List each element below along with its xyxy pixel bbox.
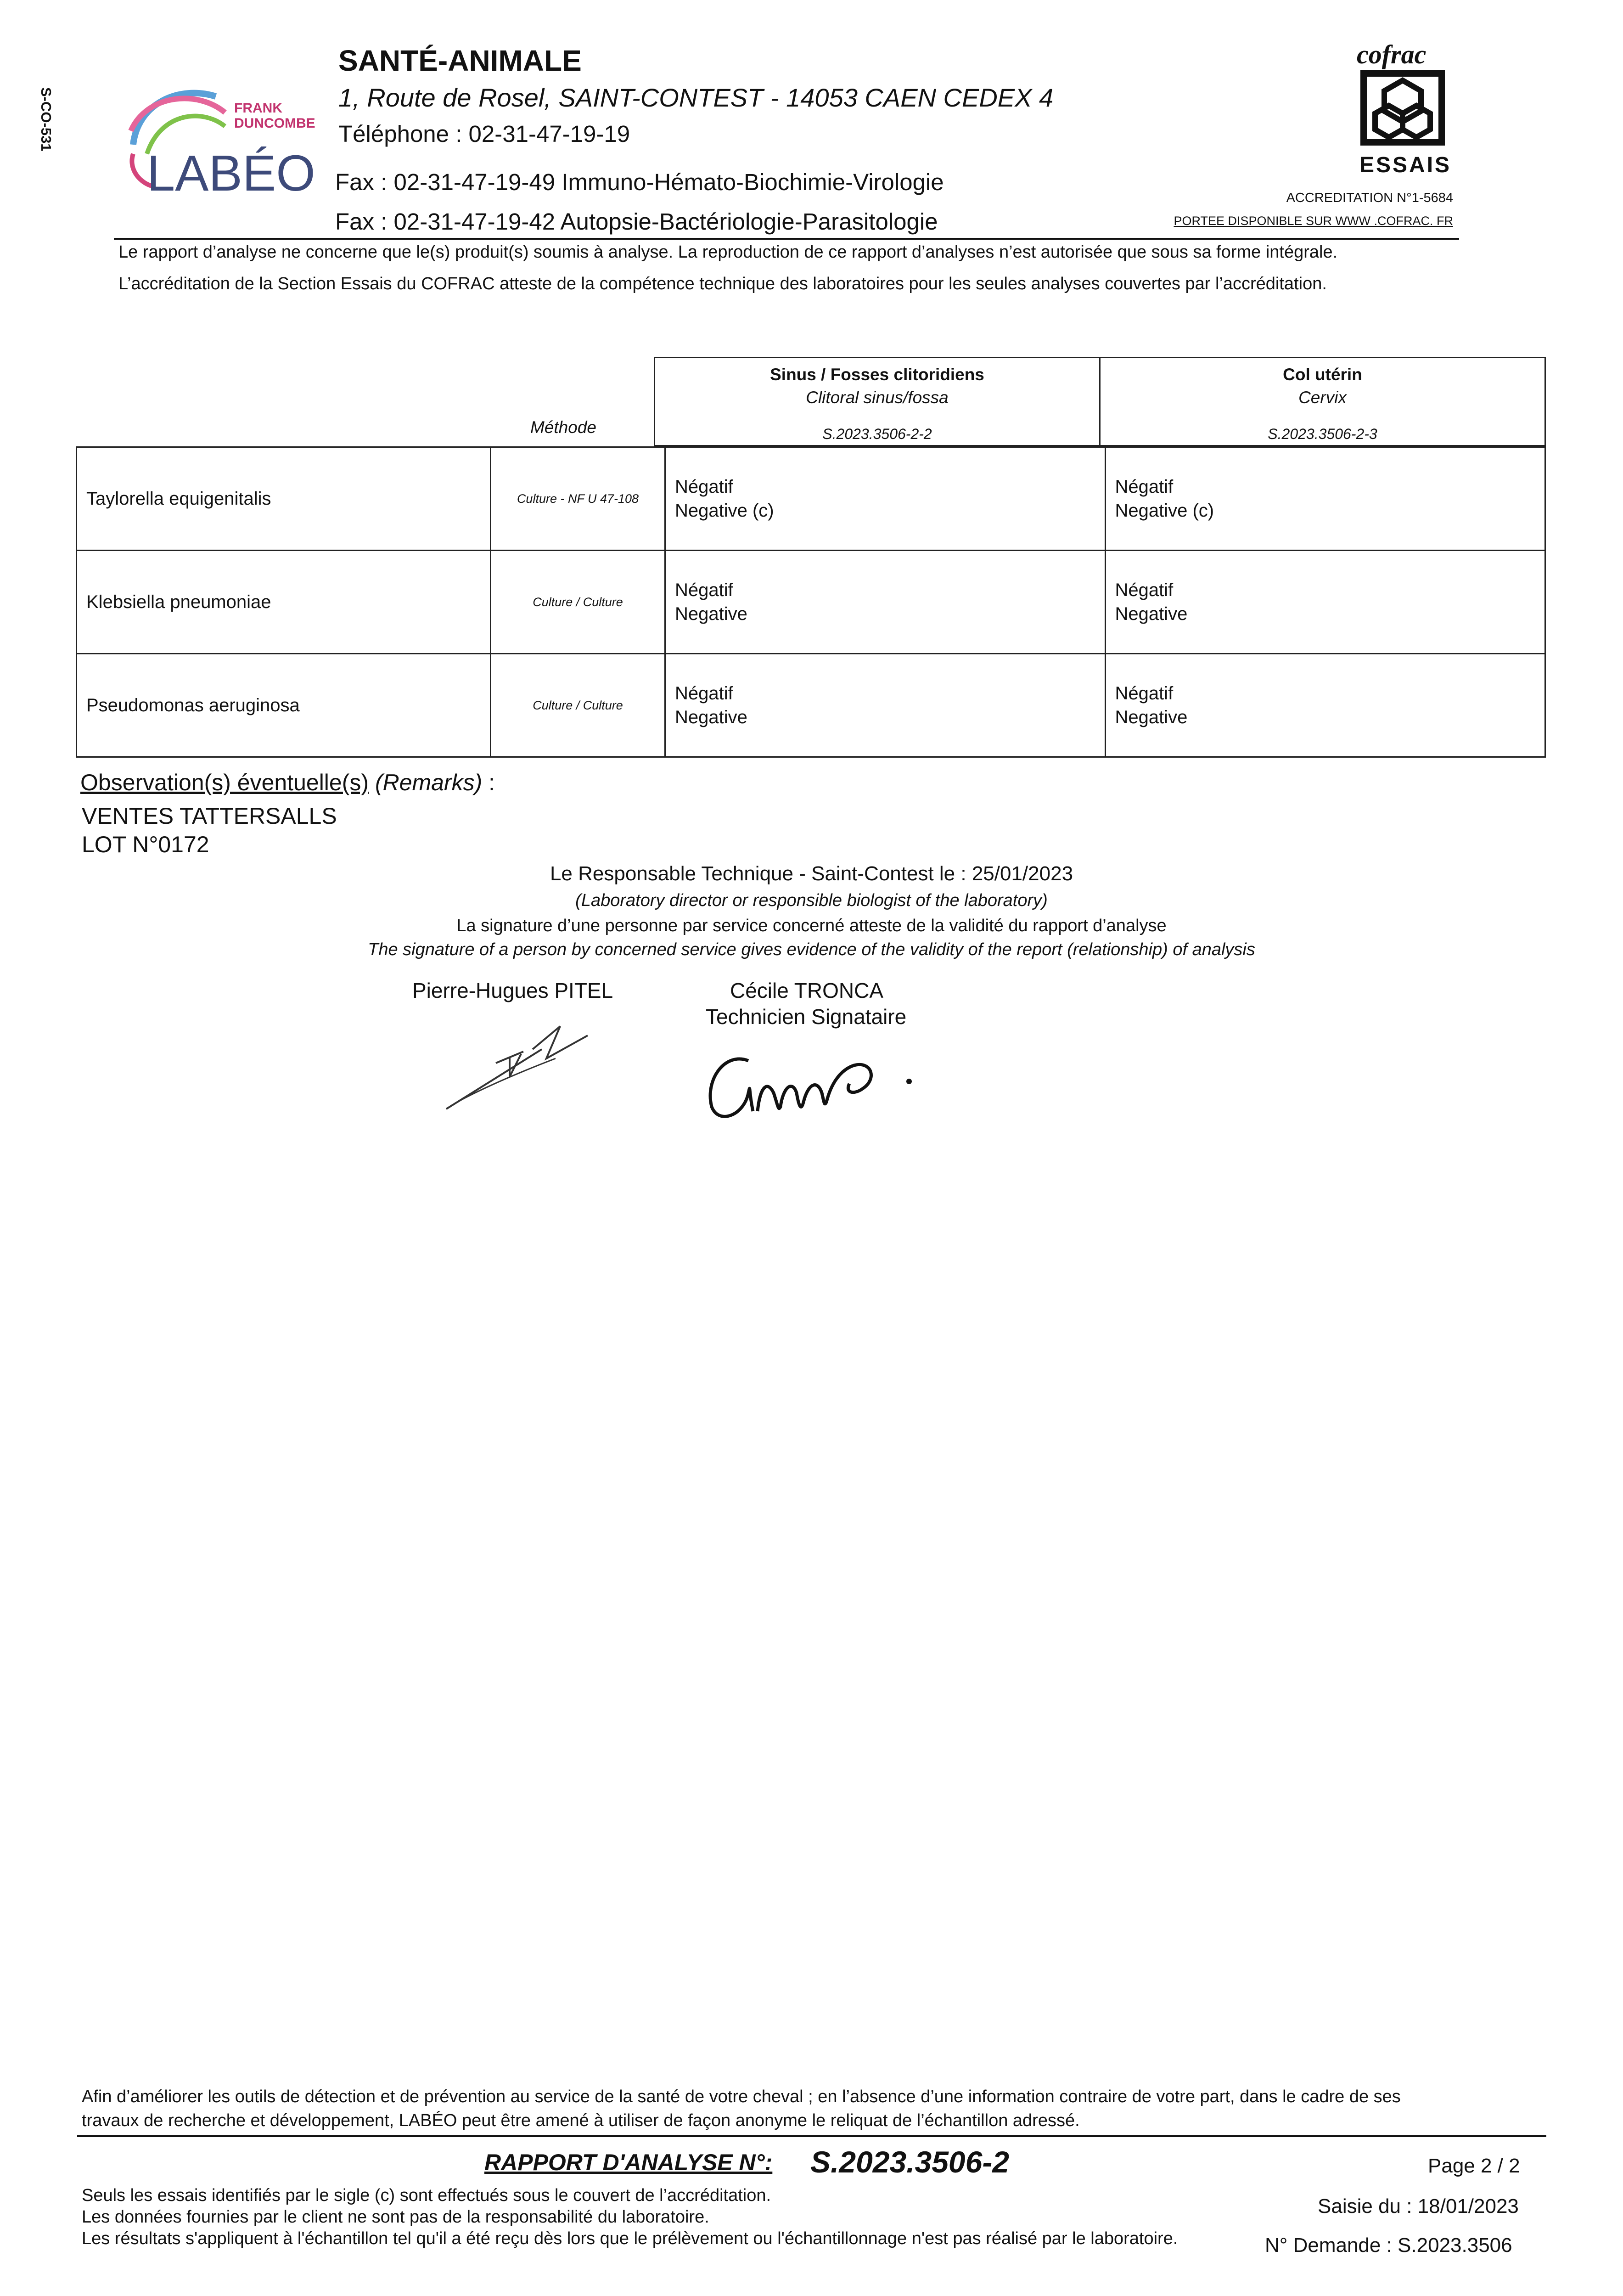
signature-statement-en: The signature of a person by concerned service gives evidence of the validity of the report (relationship) of analysis	[368, 940, 1255, 959]
result-cell	[665, 551, 1106, 654]
table-row	[77, 551, 1545, 654]
remark-line: LOT N°0172	[82, 832, 209, 857]
signature-tronca	[698, 1038, 937, 1130]
fax-immuno: Fax : 02-31-47-19-49 Immuno-Hémato-Biochimie-Virologie	[335, 169, 944, 195]
column-header-sinus	[654, 357, 1101, 446]
result-cell	[1105, 551, 1545, 654]
analyte-name: Klebsiella pneumoniae	[77, 551, 491, 654]
signer-role: Technicien Signataire	[706, 1005, 907, 1029]
result-fr: Négatif	[675, 580, 733, 600]
results-table	[76, 446, 1546, 758]
result-en: Negative	[1115, 604, 1188, 624]
signer-name: Pierre-Hugues PITEL	[412, 979, 613, 1002]
lab-director-note: (Laboratory director or responsible biologist of the laboratory)	[575, 891, 1048, 910]
labeo-logo	[119, 76, 321, 200]
footer-line: Seuls les essais identifiés par le sigle (c) sont effectués sous le couvert de l’accréditation.	[82, 2186, 771, 2205]
analyte-name: Taylorella equigenitalis	[77, 447, 491, 551]
sample-reference: S.2023.3506-2-2	[822, 426, 932, 442]
table-row	[77, 447, 1545, 551]
result-en: Negative	[675, 604, 747, 624]
footer-line: Les données fournies par le client ne sont pas de la responsabilité du laboratoire.	[82, 2207, 709, 2227]
report-number: S.2023.3506-2	[810, 2145, 1010, 2179]
result-en: Negative	[1115, 707, 1188, 727]
request-number: N° Demande : S.2023.3506	[1265, 2234, 1512, 2257]
cofrac-link[interactable]: PORTEE DISPONIBLE SUR WWW .COFRAC. FR	[1174, 214, 1453, 228]
result-cell	[665, 654, 1106, 757]
column-subtitle: Cervix	[1298, 388, 1347, 407]
result-fr: Négatif	[675, 477, 733, 497]
report-number-label: RAPPORT D'ANALYSE N°:	[484, 2150, 773, 2175]
result-cell	[1105, 654, 1545, 757]
column-subtitle: Clitoral sinus/fossa	[806, 388, 949, 407]
page-number: Page 2 / 2	[1428, 2155, 1520, 2177]
column-title: Sinus / Fosses clitoridiens	[770, 365, 984, 384]
remarks-title	[80, 769, 495, 796]
signature-statement-fr: La signature d’une personne par service concerné atteste de la validité du rapport d’analyse	[456, 916, 1167, 935]
svg-text:ESSAIS: ESSAIS	[1359, 153, 1452, 177]
disclaimer-accreditation: L’accréditation de la Section Essais du COFRAC atteste de la compétence technique des laboratoires pour les seules analyses couvertes par l’accréditation.	[118, 274, 1327, 293]
column-header-cervix	[1099, 357, 1546, 446]
organization-address: 1, Route de Rosel, SAINT-CONTEST - 14053 CAEN CEDEX 4	[338, 83, 1054, 112]
research-note: Afin d’améliorer les outils de détection et de prévention au service de la santé de votre cheval ; en l’absence d’une information contraire de votre part, dans le cadre de ses	[82, 2087, 1401, 2106]
result-cell	[1105, 447, 1545, 551]
column-title: Col utérin	[1283, 365, 1362, 384]
fax-autopsie: Fax : 02-31-47-19-42 Autopsie-Bactériologie-Parasitologie	[335, 208, 938, 235]
footer-line: Les résultats s'appliquent à l'échantillon tel qu'il a été reçu dès lors que le prélèvement ou l'échantillonnage n'est pas réalisé par le laboratoire.	[82, 2229, 1178, 2248]
svg-text:FRANK: FRANK	[234, 101, 282, 116]
result-fr: Négatif	[675, 683, 733, 703]
cofrac-logo	[1352, 41, 1453, 179]
organization-name: SANTÉ-ANIMALE	[338, 44, 582, 77]
result-en: Negative (c)	[675, 501, 774, 521]
svg-text:LABÉO: LABÉO	[147, 145, 315, 200]
result-fr: Négatif	[1115, 580, 1174, 600]
research-note: travaux de recherche et développement, LABÉO peut être amené à utiliser de façon anonyme le reliquat de l’échantillon adressé.	[82, 2111, 1080, 2130]
method-column-label: Méthode	[530, 418, 596, 437]
svg-text:DUNCOMBE: DUNCOMBE	[234, 116, 315, 131]
table-row	[77, 654, 1545, 757]
responsible-technical: Le Responsable Technique - Saint-Contest le : 25/01/2023	[550, 862, 1073, 885]
analyte-name: Pseudomonas aeruginosa	[77, 654, 491, 757]
remarks-title-en: (Remarks)	[375, 770, 483, 795]
footer-divider	[77, 2135, 1546, 2137]
result-en: Negative	[675, 707, 747, 727]
analysis-method: Culture / Culture	[491, 551, 665, 654]
header-divider	[114, 238, 1459, 240]
result-en: Negative (c)	[1115, 501, 1214, 521]
organization-telephone: Téléphone : 02-31-47-19-19	[338, 121, 630, 147]
document-code: S-CO-531	[38, 87, 54, 152]
remarks-colon: :	[482, 770, 495, 795]
sample-reference: S.2023.3506-2-3	[1268, 426, 1377, 442]
remarks-title-fr: Observation(s) éventuelle(s)	[80, 770, 369, 795]
entry-date: Saisie du : 18/01/2023	[1318, 2195, 1519, 2217]
analysis-method: Culture / Culture	[491, 654, 665, 757]
remark-line: VENTES TATTERSALLS	[82, 803, 337, 829]
svg-text:cofrac: cofrac	[1357, 41, 1426, 69]
result-cell	[665, 447, 1106, 551]
accreditation-number: ACCREDITATION N°1-5684	[1286, 191, 1453, 205]
disclaimer-reproduction: Le rapport d’analyse ne concerne que le(s) produit(s) soumis à analyse. La reproduction de ce rapport d’analyses n’est autorisée que sous sa forme intégrale.	[118, 242, 1338, 262]
signer-name: Cécile TRONCA	[730, 979, 883, 1002]
analysis-method: Culture - NF U 47-108	[491, 447, 665, 551]
result-fr: Négatif	[1115, 477, 1174, 497]
signature-pitel	[441, 1008, 597, 1118]
result-fr: Négatif	[1115, 683, 1174, 703]
